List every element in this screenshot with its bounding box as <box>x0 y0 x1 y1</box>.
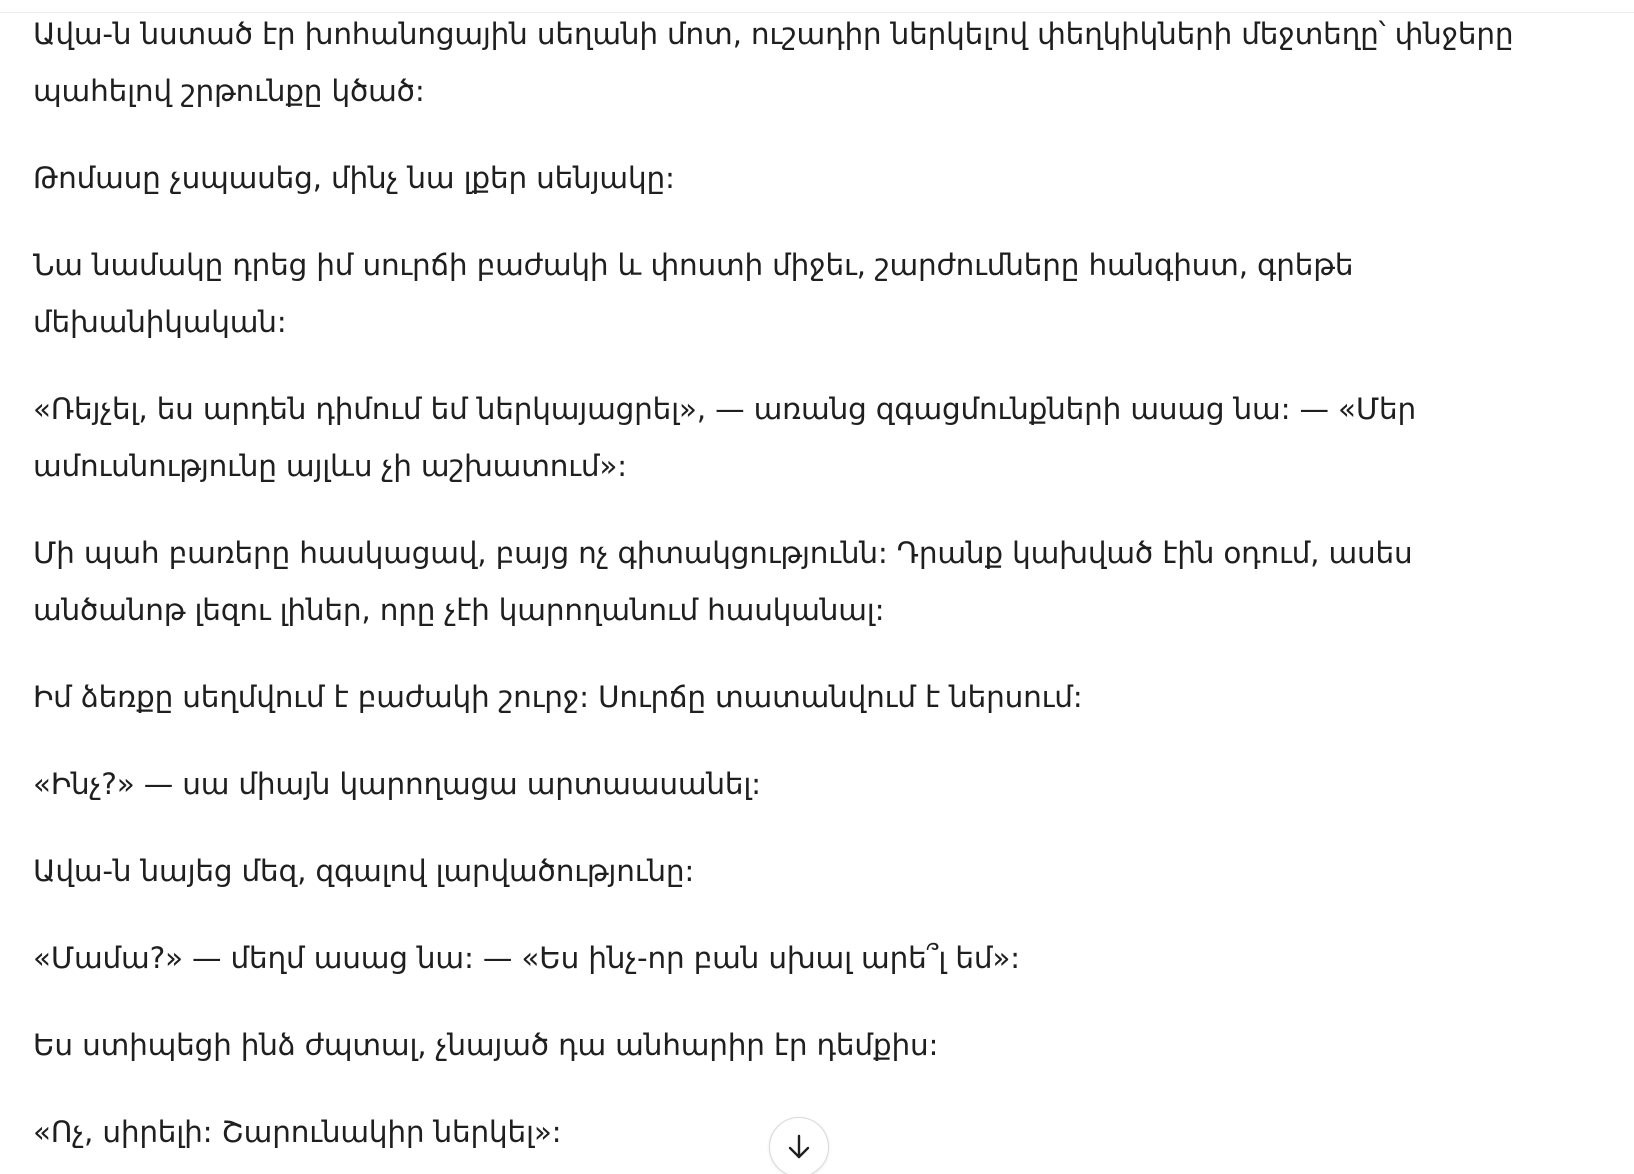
story-paragraph: Մի պահ բառերը հասկացավ, բայց ոչ գիտակցությունն: Դրանք կախված էին օդում, ասես անծանոթ լեզու լիներ, որը չէի կարողանում հասկանալ: <box>33 536 1422 627</box>
story-paragraph: «Մամա?» — մեղմ ասաց նա: — «Ես ինչ-որ բան սխալ արե՞լ եմ»: <box>33 941 1020 975</box>
story-paragraph: Ավա-ն նայեց մեզ, զգալով լարվածությունը: <box>33 854 695 888</box>
story-paragraph: Ավա-ն նստած էր խոհանոցային սեղանի մոտ, ուշադիր ներկելով փեղկիկների մեջտեղը՝ փնջերը պահելով շրթունքը կծած: <box>33 17 1523 108</box>
story-paragraph: Իմ ձեռքը սեղմվում է բաժակի շուրջ: Սուրճը տատանվում է ներսում: <box>33 680 1083 714</box>
story-paragraph: Նա նամակը դրեց իմ սուրճի բաժակի և փոստի միջեւ, շարժումները հանգիստ, գրեթե մեխանիկական: <box>33 248 1363 339</box>
arrow-down-icon <box>784 1132 814 1162</box>
story-paragraph: «Ինչ?» — սա միայն կարողացա արտաասանել: <box>33 767 761 801</box>
story-paragraph: «Ռեյչել, ես արդեն դիմում եմ ներկայացրել», — առանց զգացմունքների ասաց նա: — «Մեր ամուսնությունը այլևս չի աշխատում»: <box>33 392 1426 483</box>
story-paragraph: Թոմասը չսպասեց, մինչ նա լքեր սենյակը: <box>33 161 675 195</box>
scroll-to-bottom-button[interactable] <box>769 1117 829 1174</box>
story-paragraph: Ես ստիպեցի ինձ ժպտալ, չնայած դա անհարիր էր դեմքիս: <box>33 1028 939 1062</box>
story-paragraph: «Ոչ, սիրելի: Շարունակիր ներկել»: <box>33 1115 562 1149</box>
chat-message-body <box>33 6 1573 1174</box>
